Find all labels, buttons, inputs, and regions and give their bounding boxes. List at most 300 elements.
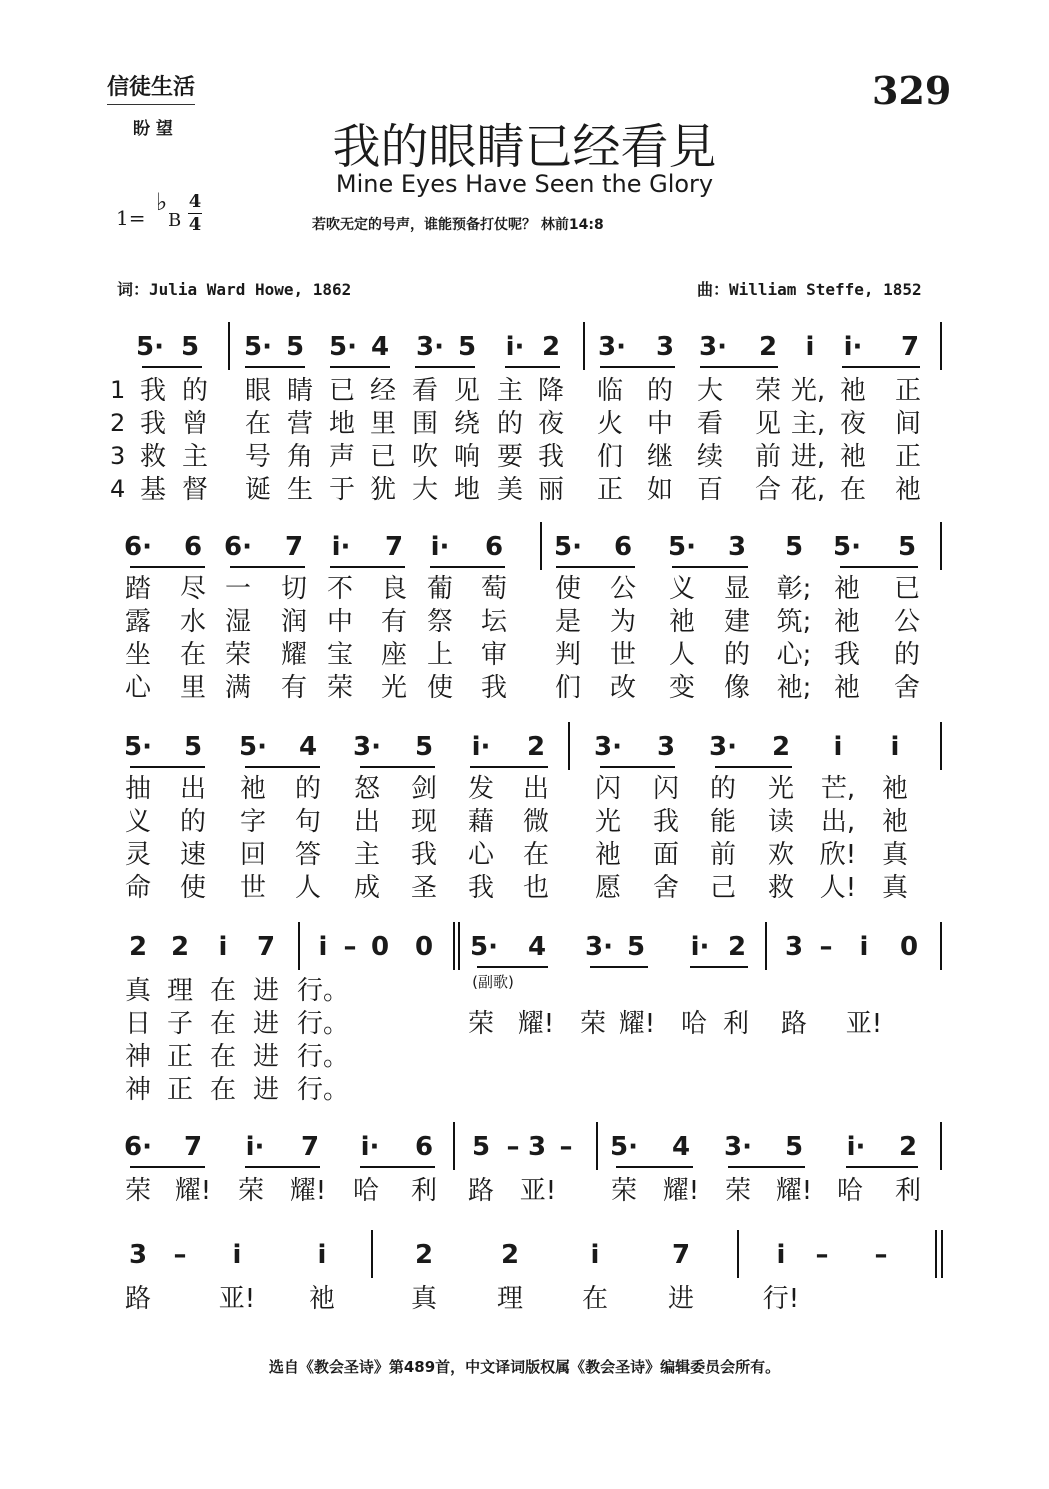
lyric-syllable: 神 (124, 1075, 152, 1105)
note: – (874, 1240, 888, 1270)
beat-underline (330, 366, 390, 368)
lyric-syllable: 正 (894, 442, 922, 472)
notation-row (0, 930, 1049, 980)
lyric-line (0, 875, 1049, 907)
lyric-syllable: 号 (244, 442, 272, 472)
lyric-syllable: 人 (294, 873, 322, 903)
lyric-line (0, 675, 1049, 707)
lyric-syllable: 出 (353, 807, 381, 837)
lyric-syllable: 祂 (839, 442, 867, 472)
verse-number: 2 (110, 409, 126, 437)
lyric-syllable: 花, (790, 475, 826, 505)
note: 4 (370, 332, 390, 362)
note: 5· (124, 732, 152, 762)
beat-underline (616, 1166, 693, 1168)
note: 3· (709, 732, 737, 762)
lyric-syllable: 如 (646, 475, 674, 505)
beat-underline (846, 1166, 918, 1168)
lyric-syllable: 荣 (237, 1176, 265, 1206)
lyric-syllable: 水 (179, 607, 207, 637)
lyric-syllable: 的 (893, 640, 921, 670)
beat-underline (470, 766, 548, 768)
note: 7 (300, 1132, 320, 1162)
lyric-syllable: 真 (881, 873, 909, 903)
lyric-syllable: 有 (280, 673, 308, 703)
lyric-syllable: 改 (609, 673, 637, 703)
lyric-syllable: 绕 (453, 409, 481, 439)
lyric-syllable: 字 (239, 807, 267, 837)
lyric-syllable: 的 (181, 376, 209, 406)
lyric-syllable: 见 (754, 409, 782, 439)
lyric-syllable: 使 (179, 873, 207, 903)
beat-underline (130, 1166, 205, 1168)
note: i· (505, 332, 525, 362)
refrain-syllable: 路 (780, 1009, 808, 1039)
note: 5 (414, 732, 434, 762)
lyric-syllable: 灵 (124, 840, 152, 870)
note: 7 (256, 932, 276, 962)
beat-underline (715, 766, 792, 768)
note: 6 (613, 532, 633, 562)
note: 6· (124, 1132, 152, 1162)
note: 3· (594, 732, 622, 762)
time-sig-top: 4 (188, 191, 202, 212)
lyric-syllable: 荣 (224, 640, 252, 670)
lyric-syllable: 审 (480, 640, 508, 670)
lyric-syllable: 抽 (124, 774, 152, 804)
lyric-syllable: 义 (668, 574, 696, 604)
lyric-syllable: 夜 (839, 409, 867, 439)
lyric-syllable: 大 (411, 475, 439, 505)
verse-number: 1 (110, 376, 126, 404)
lyric-line (0, 1286, 1049, 1318)
lyric-line (0, 609, 1049, 641)
lyric-syllable: 萄 (480, 574, 508, 604)
lyric-syllable: 地 (328, 409, 356, 439)
note: 5 (784, 1132, 804, 1162)
note: 5· (136, 332, 164, 362)
lyric-line (0, 444, 1049, 476)
beat-underline (245, 1166, 320, 1168)
lyric-syllable: 行。 (296, 1009, 350, 1039)
note: 5· (329, 332, 357, 362)
lyric-syllable: 百 (696, 475, 724, 505)
lyric-syllable: 日 (124, 1009, 152, 1039)
notation-row (0, 1130, 1049, 1180)
lyric-syllable: 祂; (776, 673, 812, 703)
note: 2 (541, 332, 561, 362)
beat-underline (330, 566, 405, 568)
lyric-syllable: 我 (537, 442, 565, 472)
note: i· (690, 932, 710, 962)
lyric-syllable: 光 (594, 807, 622, 837)
lyric-syllable: 的 (646, 376, 674, 406)
lyric-line (0, 1077, 1049, 1109)
note: 5 (183, 732, 203, 762)
lyric-syllable: 角 (286, 442, 314, 472)
lyric-line (0, 378, 1049, 410)
lyric-syllable: 润 (280, 607, 308, 637)
beat-underline (556, 566, 635, 568)
beat-underline (430, 566, 505, 568)
lyric-syllable: 耀! (289, 1176, 327, 1206)
note: 4 (527, 932, 547, 962)
lyric-syllable: 欢 (767, 840, 795, 870)
lyric-syllable: 祂 (668, 607, 696, 637)
lyric-syllable: 在 (209, 976, 237, 1006)
note: 5· (244, 332, 272, 362)
lyric-syllable: 在 (839, 475, 867, 505)
lyric-syllable: 大 (696, 376, 724, 406)
lyric-syllable: 光 (767, 774, 795, 804)
lyric-syllable: 回 (239, 840, 267, 870)
lyric-syllable: 耀! (775, 1176, 813, 1206)
lyric-syllable: 切 (280, 574, 308, 604)
lyric-syllable: 行。 (296, 1042, 350, 1072)
verse-number: 3 (110, 442, 126, 470)
note: i· (245, 1132, 265, 1162)
note: 5 (180, 332, 200, 362)
lyric-syllable: 哈 (836, 1176, 864, 1206)
note: 4 (671, 1132, 691, 1162)
lyric-syllable: 主, (790, 409, 826, 439)
note: 5 (285, 332, 305, 362)
lyric-syllable: 圣 (410, 873, 438, 903)
lyric-syllable: 们 (554, 673, 582, 703)
lyric-syllable: 坐 (124, 640, 152, 670)
lyric-syllable: 使 (426, 673, 454, 703)
lyric-syllable: 续 (696, 442, 724, 472)
barline (540, 522, 542, 570)
note: 2 (500, 1240, 520, 1270)
verse-number: 4 (110, 475, 126, 503)
lyric-syllable: 犹 (369, 475, 397, 505)
note: i (317, 1240, 327, 1270)
lyric-syllable: 祂 (833, 574, 861, 604)
note: 3· (585, 932, 613, 962)
beat-underline (142, 366, 202, 368)
lyric-syllable: 里 (179, 673, 207, 703)
refrain-syllable: 荣 (579, 1009, 607, 1039)
beat-underline (600, 366, 675, 368)
lyric-syllable: 建 (723, 607, 751, 637)
note: 3· (353, 732, 381, 762)
lyric-syllable: 彰; (776, 574, 812, 604)
lyric-syllable: 在 (244, 409, 272, 439)
note: 5 (626, 932, 646, 962)
lyric-syllable: 葡 (426, 574, 454, 604)
note: 0 (370, 932, 390, 962)
time-sig-bottom: 4 (188, 214, 202, 235)
note: – (173, 1240, 187, 1270)
hymn-title-english: Mine Eyes Have Seen the Glory (335, 170, 714, 198)
note: 5 (897, 532, 917, 562)
lyric-syllable: 剑 (410, 774, 438, 804)
note: 6 (183, 532, 203, 562)
lyric-syllable: 世 (239, 873, 267, 903)
lyric-syllable: 荣 (124, 1176, 152, 1206)
lyric-syllable: 闪 (652, 774, 680, 804)
lyric-syllable: 督 (181, 475, 209, 505)
lyric-syllable: 舍 (893, 673, 921, 703)
lyric-syllable: 进, (790, 442, 826, 472)
lyric-syllable: 的 (709, 774, 737, 804)
note: 7 (671, 1240, 691, 1270)
lyric-syllable: 出 (522, 774, 550, 804)
lyric-syllable: 微 (522, 807, 550, 837)
barline (940, 322, 942, 370)
beat-underline (130, 766, 205, 768)
note: 7 (284, 532, 304, 562)
lyric-syllable: 已 (893, 574, 921, 604)
beat-underline (690, 966, 748, 968)
note: 2 (771, 732, 791, 762)
lyric-syllable: 人! (819, 873, 857, 903)
hymnal-subcategory: 盼 望 (133, 119, 173, 139)
barline (453, 922, 455, 970)
scripture-reference: 若吹无定的号声，谁能预备打仗呢？ 林前14:8 (312, 217, 604, 233)
lyric-syllable: 世 (609, 640, 637, 670)
lyric-syllable: 变 (668, 673, 696, 703)
refrain-syllable: 荣 (467, 1009, 495, 1039)
lyric-syllable: 祭 (426, 607, 454, 637)
lyric-syllable: 路 (124, 1284, 152, 1314)
note: 5 (457, 332, 477, 362)
lyric-syllable: 响 (453, 442, 481, 472)
lyric-syllable: 经 (369, 376, 397, 406)
lyric-syllable: 真 (881, 840, 909, 870)
lyric-line (0, 1178, 1049, 1210)
note: 5· (470, 932, 498, 962)
refrain-label: (副歌) (472, 973, 514, 991)
lyric-syllable: 在 (209, 1009, 237, 1039)
lyric-syllable: 宝 (326, 640, 354, 670)
lyric-syllable: 尽 (179, 574, 207, 604)
lyric-line (0, 809, 1049, 841)
note: 3 (128, 1240, 148, 1270)
lyric-syllable: 路 (467, 1176, 495, 1206)
note: i (218, 932, 228, 962)
lyric-syllable: 丽 (537, 475, 565, 505)
lyric-syllable: 坛 (480, 607, 508, 637)
beat-underline (700, 366, 778, 368)
lyric-syllable: 我 (139, 376, 167, 406)
lyric-syllable: 前 (709, 840, 737, 870)
lyric-syllable: 的 (179, 807, 207, 837)
note: 3· (699, 332, 727, 362)
lyric-syllable: 荣 (610, 1176, 638, 1206)
lyric-syllable: 合 (754, 475, 782, 505)
key-name: B (168, 210, 182, 231)
note: 5 (471, 1132, 491, 1162)
lyric-syllable: 发 (467, 774, 495, 804)
note: 6· (224, 532, 252, 562)
lyric-syllable: 句 (294, 807, 322, 837)
lyric-syllable: 曾 (181, 409, 209, 439)
barline (940, 722, 942, 770)
note: 6 (484, 532, 504, 562)
note: 2 (414, 1240, 434, 1270)
note: 5 (784, 532, 804, 562)
lyric-syllable: 进 (252, 1075, 280, 1105)
lyric-syllable: 生 (286, 475, 314, 505)
lyric-syllable: 已 (328, 376, 356, 406)
note: i (318, 932, 328, 962)
barline (765, 922, 767, 970)
refrain-syllable: 哈 (680, 1009, 708, 1039)
lyric-syllable: 正 (596, 475, 624, 505)
lyric-syllable: 面 (652, 840, 680, 870)
lyric-syllable: 睛 (286, 376, 314, 406)
lyric-syllable: 我 (139, 409, 167, 439)
note: i (776, 1240, 786, 1270)
note: i· (471, 732, 491, 762)
lyric-syllable: 耀! (174, 1176, 212, 1206)
lyric-syllable: 心 (467, 840, 495, 870)
lyric-line (0, 1011, 1049, 1043)
note: 5· (833, 532, 861, 562)
lyric-syllable: 美 (496, 475, 524, 505)
lyric-line (0, 1044, 1049, 1076)
lyric-syllable: 湿 (224, 607, 252, 637)
lyric-syllable: 里 (369, 409, 397, 439)
note: 2 (758, 332, 778, 362)
lyric-syllable: 看 (696, 409, 724, 439)
lyric-syllable: 进 (252, 976, 280, 1006)
note: 6· (124, 532, 152, 562)
note: 2 (526, 732, 546, 762)
barline (371, 1230, 373, 1278)
note: 0 (899, 932, 919, 962)
beat-underline (245, 766, 320, 768)
lyric-syllable: 见 (453, 376, 481, 406)
lyric-syllable: 是 (554, 607, 582, 637)
time-signature (188, 192, 202, 235)
note: 3 (727, 532, 747, 562)
lyric-syllable: 能 (709, 807, 737, 837)
lyric-syllable: 救 (139, 442, 167, 472)
lyric-syllable: 要 (496, 442, 524, 472)
copyright-footer: 选自《教会圣诗》第489首，中文译词版权属《教会圣诗》编辑委员会所有。 (268, 1358, 781, 1376)
hymnal-category: 信徒生活 (107, 70, 195, 105)
note: 3· (598, 332, 626, 362)
lyric-syllable: 祂 (308, 1284, 336, 1314)
notation-row (0, 1238, 1049, 1288)
note: 2 (898, 1132, 918, 1162)
barline (935, 1230, 937, 1278)
note: 3 (655, 332, 675, 362)
lyric-syllable: 利 (410, 1176, 438, 1206)
note: i (232, 1240, 242, 1270)
refrain-syllable: 耀! (618, 1009, 656, 1039)
lyric-syllable: 在 (522, 840, 550, 870)
lyric-syllable: 露 (124, 607, 152, 637)
notation-row (0, 330, 1049, 380)
lyric-syllable: 基 (139, 475, 167, 505)
note: 5· (668, 532, 696, 562)
barline (737, 1230, 739, 1278)
lyric-syllable: 降 (537, 376, 565, 406)
beat-underline (360, 766, 435, 768)
lyric-syllable: 正 (166, 1042, 194, 1072)
lyric-syllable: 现 (410, 807, 438, 837)
lyric-line (0, 576, 1049, 608)
barline (940, 1122, 942, 1170)
lyric-syllable: 出 (179, 774, 207, 804)
refrain-syllable: 利 (722, 1009, 750, 1039)
lyric-syllable: 声 (328, 442, 356, 472)
lyric-syllable: 我 (652, 807, 680, 837)
barline (458, 922, 460, 970)
lyric-syllable: 芒, (820, 774, 856, 804)
lyric-syllable: 亚! (218, 1284, 256, 1314)
lyric-syllable: 眼 (244, 376, 272, 406)
note: i· (846, 1132, 866, 1162)
refrain-syllable: 耀! (517, 1009, 555, 1039)
lyric-syllable: 看 (411, 376, 439, 406)
lyric-syllable: 己 (709, 873, 737, 903)
lyric-syllable: 荣 (326, 673, 354, 703)
lyric-syllable: 子 (166, 1009, 194, 1039)
lyric-syllable: 义 (124, 807, 152, 837)
barline (941, 1230, 943, 1278)
note: 7 (900, 332, 920, 362)
lyric-syllable: 光, (790, 376, 826, 406)
note: 5· (554, 532, 582, 562)
barline (940, 922, 942, 970)
lyric-syllable: 我 (833, 640, 861, 670)
note: 3 (784, 932, 804, 962)
lyric-syllable: 中 (646, 409, 674, 439)
lyric-syllable: 进 (252, 1042, 280, 1072)
lyric-syllable: 祂 (881, 807, 909, 837)
lyric-syllable: 主 (181, 442, 209, 472)
lyric-syllable: 判 (554, 640, 582, 670)
lyric-syllable: 已 (369, 442, 397, 472)
note: 4 (298, 732, 318, 762)
lyric-syllable: 间 (894, 409, 922, 439)
note: – (343, 932, 357, 962)
lyric-syllable: 祂 (894, 475, 922, 505)
lyric-syllable: 营 (286, 409, 314, 439)
beat-underline (728, 1166, 805, 1168)
lyric-syllable: 踏 (124, 574, 152, 604)
lyric-syllable: 的 (294, 774, 322, 804)
note: 5· (239, 732, 267, 762)
lyric-syllable: 闪 (594, 774, 622, 804)
lyric-syllable: 像 (723, 673, 751, 703)
lyric-syllable: 上 (426, 640, 454, 670)
lyric-syllable: 中 (326, 607, 354, 637)
note: i (859, 932, 869, 962)
lyric-syllable: 祂 (594, 840, 622, 870)
note: i (833, 732, 843, 762)
beat-underline (477, 966, 548, 968)
lyric-syllable: 继 (646, 442, 674, 472)
beat-underline (505, 366, 560, 368)
notation-row (0, 730, 1049, 780)
lyric-syllable: 夜 (537, 409, 565, 439)
lyric-syllable: 哈 (352, 1176, 380, 1206)
lyric-line (0, 776, 1049, 808)
lyric-syllable: 答 (294, 840, 322, 870)
composer-credit: 曲：William Steffe, 1852 (697, 280, 922, 299)
lyric-syllable: 在 (209, 1075, 237, 1105)
lyric-syllable: 于 (328, 475, 356, 505)
lyric-syllable: 耀! (662, 1176, 700, 1206)
lyric-syllable: 诞 (244, 475, 272, 505)
note: 2 (128, 932, 148, 962)
